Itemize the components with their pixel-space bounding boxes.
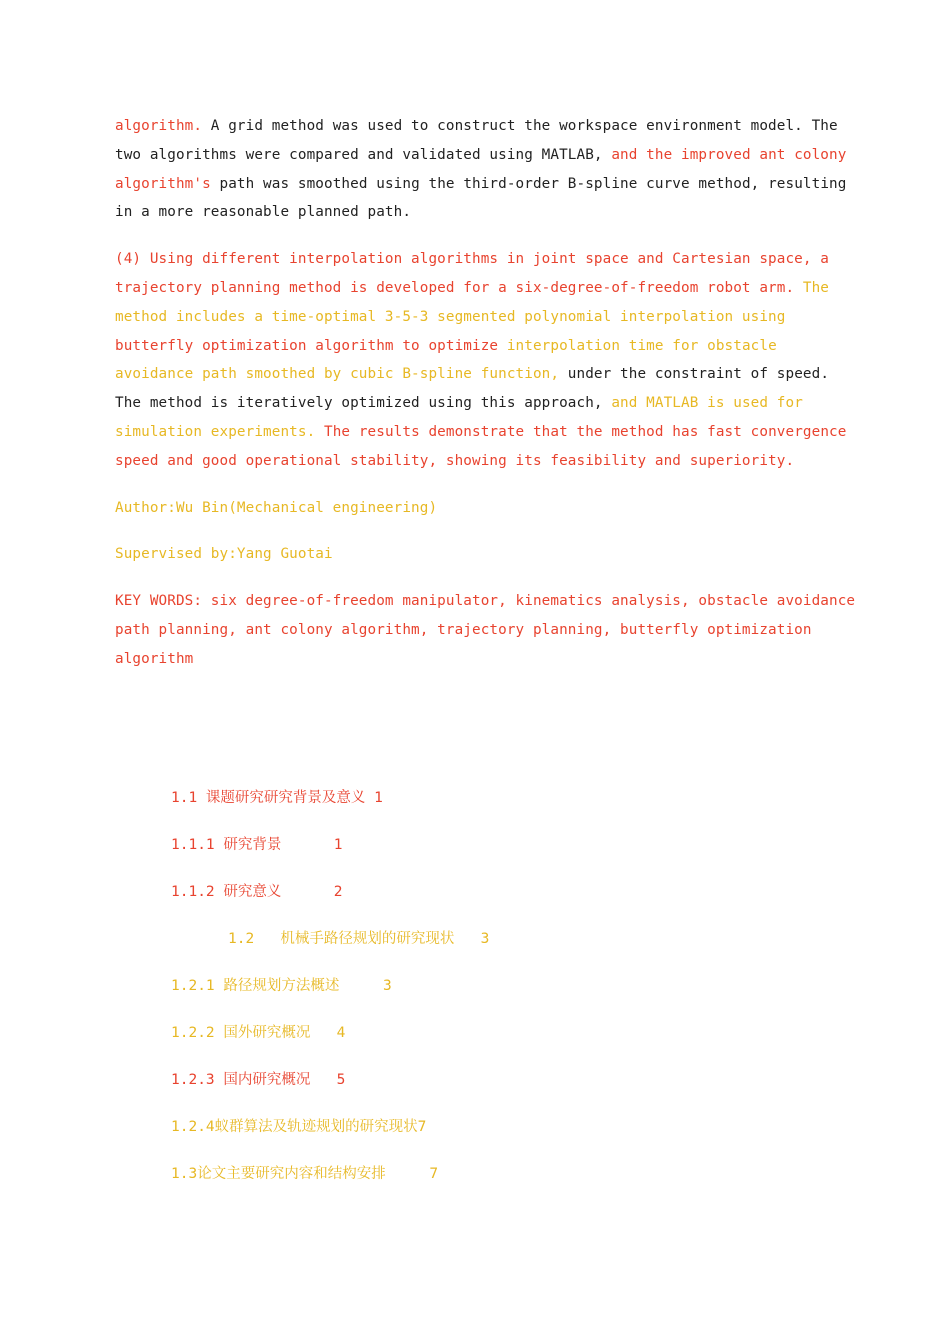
toc-item[interactable]: 1.1.1 研究背景 1	[171, 837, 343, 853]
text-segment: simulation experiments.	[115, 423, 316, 440]
supervisor-line: Supervised by:Yang Guotai	[115, 546, 333, 563]
toc-item[interactable]: 1.1 课题研究研究背景及意义 1	[171, 790, 383, 806]
toc-item[interactable]: 1.1.2 研究意义 2	[171, 884, 343, 900]
text-segment: interpolation time for obstacle	[498, 337, 777, 354]
text-segment: under the constraint of speed.	[559, 366, 830, 383]
text-segment: A grid method was used to construct the workspace environment model. The	[202, 118, 838, 134]
toc-item[interactable]: 1.2 机械手路径规划的研究现状 3	[228, 931, 490, 947]
text-segment: KEY WORDS: six degree-of-freedom manipulator, kinematics analysis, obstacle avoidance	[115, 593, 856, 610]
text-segment: The results demonstrate that the method has fast convergence	[315, 423, 847, 440]
toc-item[interactable]: 1.2.4蚁群算法及轨迹规划的研究现状7	[171, 1119, 427, 1135]
toc-item[interactable]: 1.3论文主要研究内容和结构安排 7	[171, 1166, 439, 1182]
author-line: Author:Wu Bin(Mechanical engineering)	[115, 499, 438, 516]
text-segment: butterfly optimization algorithm to optimize	[115, 337, 499, 354]
text-segment: two algorithms were compared and validated using MATLAB,	[115, 146, 603, 163]
text-segment: trajectory planning method is developed for a six-degree-of-freedom robot arm.	[115, 279, 795, 296]
toc-item[interactable]: 1.2.3 国内研究概况 5	[171, 1072, 346, 1088]
text-segment: algorithm's	[115, 175, 211, 192]
table-of-contents	[171, 784, 771, 1207]
text-segment: algorithm	[115, 650, 194, 667]
text-segment: and MATLAB is used for	[602, 395, 803, 412]
paragraph-grid-method	[115, 112, 847, 227]
text-segment: path planning, ant colony algorithm, trajectory planning, butterfly optimization	[115, 621, 812, 638]
text-segment: avoidance path smoothed by cubic B-spline function,	[115, 366, 560, 383]
abstract-body	[115, 112, 856, 692]
text-segment: and the improved ant colony	[602, 146, 847, 163]
text-segment: (4) Using different interpolation algorithms in joint space and Cartesian space, a	[115, 251, 830, 268]
toc-item[interactable]: 1.2.1 路径规划方法概述 3	[171, 978, 392, 994]
text-segment: algorithm.	[115, 118, 203, 134]
text-segment: path was smoothed using the third-order B-spline curve method, resulting	[210, 175, 847, 192]
text-segment: in a more reasonable planned path.	[115, 204, 412, 221]
text-segment: The	[794, 279, 830, 296]
text-segment: speed and good operational stability, showing its feasibility and superiority.	[115, 452, 795, 469]
keywords	[115, 587, 856, 673]
text-segment: method includes a time-optimal 3-5-3 segmented polynomial interpolation using	[115, 308, 786, 325]
paragraph-trajectory-planning	[115, 245, 847, 475]
toc-item[interactable]: 1.2.2 国外研究概况 4	[171, 1025, 346, 1041]
text-segment: The method is iteratively optimized using this approach,	[115, 395, 603, 412]
